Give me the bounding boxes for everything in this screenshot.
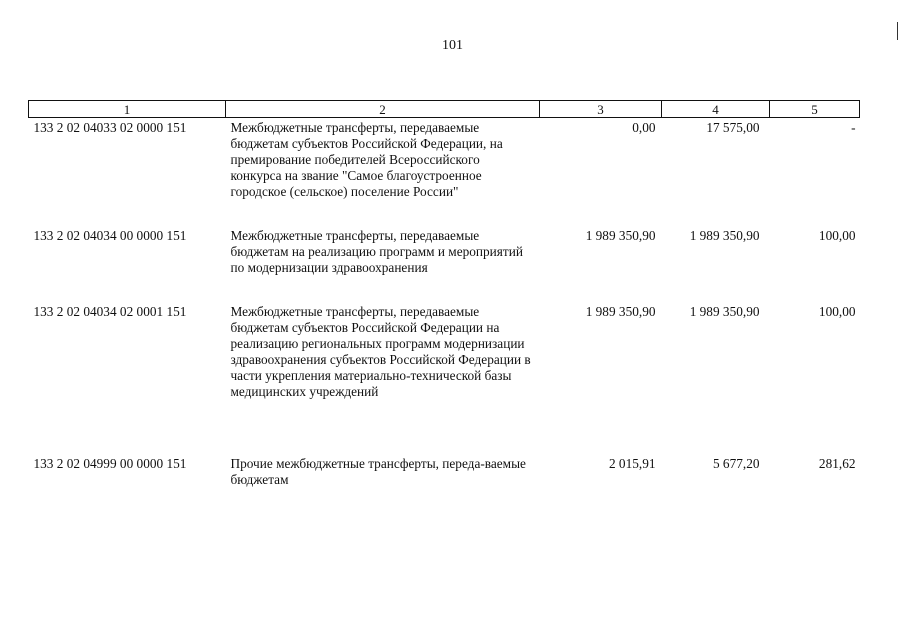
header-col-2: 2 xyxy=(226,101,540,118)
value-col-3: 2 015,91 xyxy=(608,456,656,471)
row-description: Межбюджетные трансферты, передаваемые бюджетам субъектов Российской Федерации, на премирование победителей Всероссийского конкурса на звание "Самое благоустроенное городское (сельское) поселение России" xyxy=(230,120,503,199)
table-header-row xyxy=(29,101,860,118)
value-col-3: 1 989 350,90 xyxy=(585,304,656,319)
page-number: 101 xyxy=(442,38,463,53)
header-col-4: 4 xyxy=(662,101,770,118)
value-col-5: 100,00 xyxy=(818,228,856,243)
row-description: Межбюджетные трансферты, передаваемые бюджетам на реализацию программ и мероприятий по модернизации здравоохранения xyxy=(230,228,523,275)
table-row xyxy=(29,456,860,496)
budget-table xyxy=(28,100,860,496)
header-col-1: 1 xyxy=(29,101,226,118)
row-description: Прочие межбюджетные трансферты, переда-ваемые бюджетам xyxy=(230,456,526,487)
row-description: Межбюджетные трансферты, передаваемые бюджетам субъектов Российской Федерации на реализацию региональных программ модернизации здравоохранения субъектов Российской Федерации в части укрепления материально-технической базы медицинских учреждений xyxy=(230,304,531,399)
budget-code: 133 2 02 04034 02 0001 151 xyxy=(33,304,187,319)
value-col-5: - xyxy=(851,120,856,135)
value-col-5: 100,00 xyxy=(818,304,856,319)
value-col-4: 5 677,20 xyxy=(712,456,760,471)
table-row xyxy=(29,118,860,229)
value-col-4: 17 575,00 xyxy=(706,120,760,135)
header-col-5: 5 xyxy=(770,101,860,118)
budget-code: 133 2 02 04999 00 0000 151 xyxy=(33,456,187,471)
value-col-3: 0,00 xyxy=(632,120,656,135)
value-col-3: 1 989 350,90 xyxy=(585,228,656,243)
value-col-4: 1 989 350,90 xyxy=(689,228,760,243)
budget-code: 133 2 02 04034 00 0000 151 xyxy=(33,228,187,243)
table-row xyxy=(29,228,860,304)
value-col-4: 1 989 350,90 xyxy=(689,304,760,319)
budget-code: 133 2 02 04033 02 0000 151 xyxy=(33,120,187,135)
header-col-3: 3 xyxy=(540,101,662,118)
table-row xyxy=(29,304,860,456)
value-col-5: 281,62 xyxy=(818,456,856,471)
